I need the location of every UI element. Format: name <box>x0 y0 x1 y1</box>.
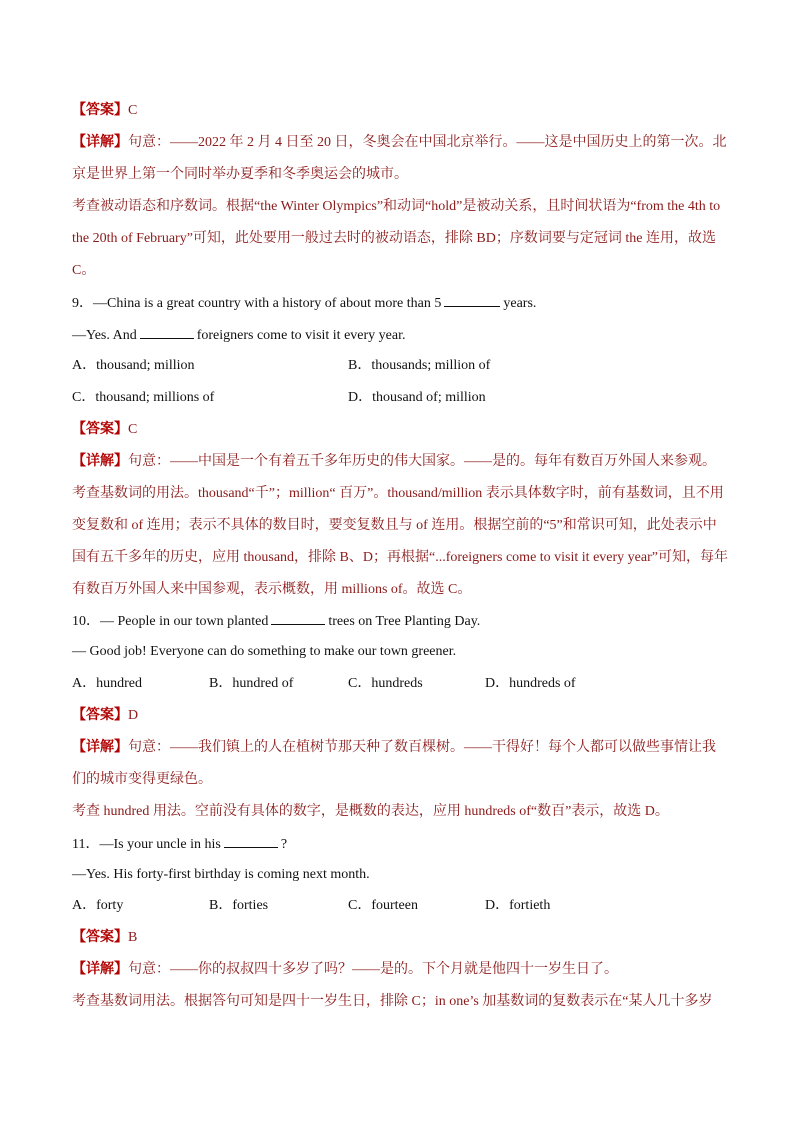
q8-answer: C <box>128 103 138 118</box>
q9-analysis-3: 国有五千多年的历史，应用 thousand，排除 B、D；再根据“...foreigners come to visit it every year”可知，每年 <box>72 550 728 565</box>
explain-label: 【详解】 <box>72 962 128 977</box>
q10-explain-1: 句意：——我们镇上的人在植树节那天种了数百棵树。——干得好！每个人都可以做些事情让我 <box>128 740 716 755</box>
q9-options-row-1 <box>72 356 727 376</box>
q10-explain-line-1 <box>72 738 727 758</box>
q10-explain-2: 们的城市变得更绿色。 <box>72 772 212 787</box>
q9-explain-1: 句意：——中国是一个有着五千多年历史的伟大国家。——是的。每年有数百万外国人来参观。 <box>128 454 716 469</box>
q11-stem-1b: ? <box>280 837 288 852</box>
q9-stem-1b: years. <box>503 296 537 311</box>
answer-label: 【答案】 <box>72 708 128 723</box>
q8-analysis-3: C。 <box>72 263 96 278</box>
q11-analysis-1: 考查基数词用法。根据答句可知是四十一岁生日，排除 C；in one’s 加基数词的复数表示在“某人几十多岁 <box>72 994 713 1009</box>
q10-answer-line <box>72 706 727 726</box>
q10-option-b: B．hundred of <box>209 676 294 691</box>
answer-label: 【答案】 <box>72 930 128 945</box>
q11-option-b: B．forties <box>209 898 269 913</box>
q9-blank-1 <box>444 292 500 307</box>
q11-explain-1: 句意：——你的叔叔四十多岁了吗？——是的。下个月就是他四十一岁生日了。 <box>128 962 618 977</box>
q9-stem-line-1 <box>72 292 727 312</box>
q10-stem-1b: trees on Tree Planting Day. <box>328 614 481 629</box>
q9-stem-1a: 9．—China is a great country with a history of about more than 5 <box>72 296 442 311</box>
q10-analysis-1: 考查 hundred 用法。空前没有具体的数字，是概数的表达，应用 hundreds of“数百”表示，故选 D。 <box>72 804 669 819</box>
explain-label: 【详解】 <box>72 135 128 150</box>
answer-label: 【答案】 <box>72 103 128 118</box>
q9-option-b: B．thousands; million of <box>348 358 491 373</box>
q10-answer: D <box>128 708 139 723</box>
q11-stem-2: —Yes. His forty-first birthday is coming next month. <box>72 867 370 882</box>
q11-blank <box>224 833 278 848</box>
q8-explain-2: 京是世界上第一个同时举办夏季和冬季奥运会的城市。 <box>72 167 408 182</box>
q11-explain-line-1 <box>72 960 727 980</box>
q9-analysis-1: 考查基数词的用法。thousand“千”；million“ 百万”。thousand/million 表示具体数字时，前有基数词，且不用 <box>72 486 724 501</box>
q11-stem-1a: 11．—Is your uncle in his <box>72 837 221 852</box>
q9-stem-2a: —Yes. And <box>72 328 137 343</box>
q10-stem-line-1 <box>72 610 727 630</box>
q9-option-d: D．thousand of; million <box>348 390 486 405</box>
explain-label: 【详解】 <box>72 740 128 755</box>
q11-answer: B <box>128 930 138 945</box>
q9-answer-line <box>72 420 727 440</box>
q9-analysis-2: 变复数和 of 连用；表示不具体的数目时，要变复数且与 of 连用。根据空前的“5”和常识可知，此处表示中 <box>72 518 717 533</box>
answer-label: 【答案】 <box>72 422 128 437</box>
q10-stem-1a: 10．— People in our town planted <box>72 614 269 629</box>
q11-option-d: D．fortieth <box>485 898 551 913</box>
q8-explain-line-1 <box>72 133 727 153</box>
q11-option-a: A．forty <box>72 898 124 913</box>
q8-explain-1: 句意：——2022 年 2 月 4 日至 20 日，冬奥会在中国北京举行。——这是中国历史上的第一次。北 <box>128 135 727 150</box>
q9-stem-line-2 <box>72 324 727 344</box>
q10-blank <box>271 610 325 625</box>
q9-answer: C <box>128 422 138 437</box>
q8-answer-line <box>72 101 727 121</box>
q8-analysis-1: 考查被动语态和序数词。根据“the Winter Olympics”和动词“hold”是被动关系，且时间状语为“from the 4th to <box>72 199 721 214</box>
q10-options-row <box>72 674 727 694</box>
explain-label: 【详解】 <box>72 454 128 469</box>
q10-stem-2: — Good job! Everyone can do something to make our town greener. <box>72 644 457 659</box>
q11-option-c: C．fourteen <box>348 898 418 913</box>
q10-option-c: C．hundreds <box>348 676 423 691</box>
q11-stem-line-1 <box>72 833 727 853</box>
q9-option-c: C．thousand; millions of <box>72 390 215 405</box>
q9-options-row-2 <box>72 388 727 408</box>
q10-option-d: D．hundreds of <box>485 676 576 691</box>
q10-option-a: A．hundred <box>72 676 142 691</box>
q11-answer-line <box>72 928 727 948</box>
q9-analysis-4: 有数百万外国人来中国参观，表示概数，用 millions of。故选 C。 <box>72 582 472 597</box>
q9-option-a: A．thousand; million <box>72 358 195 373</box>
q11-options-row <box>72 896 727 916</box>
q9-blank-2 <box>140 324 194 339</box>
q8-analysis-2: the 20th of February”可知，此处要用一般过去时的被动语态，排除 BD；序数词要与定冠词 the 连用，故选 <box>72 231 716 246</box>
q9-explain-line-1 <box>72 452 727 472</box>
q9-stem-2b: foreigners come to visit it every year. <box>196 328 406 343</box>
